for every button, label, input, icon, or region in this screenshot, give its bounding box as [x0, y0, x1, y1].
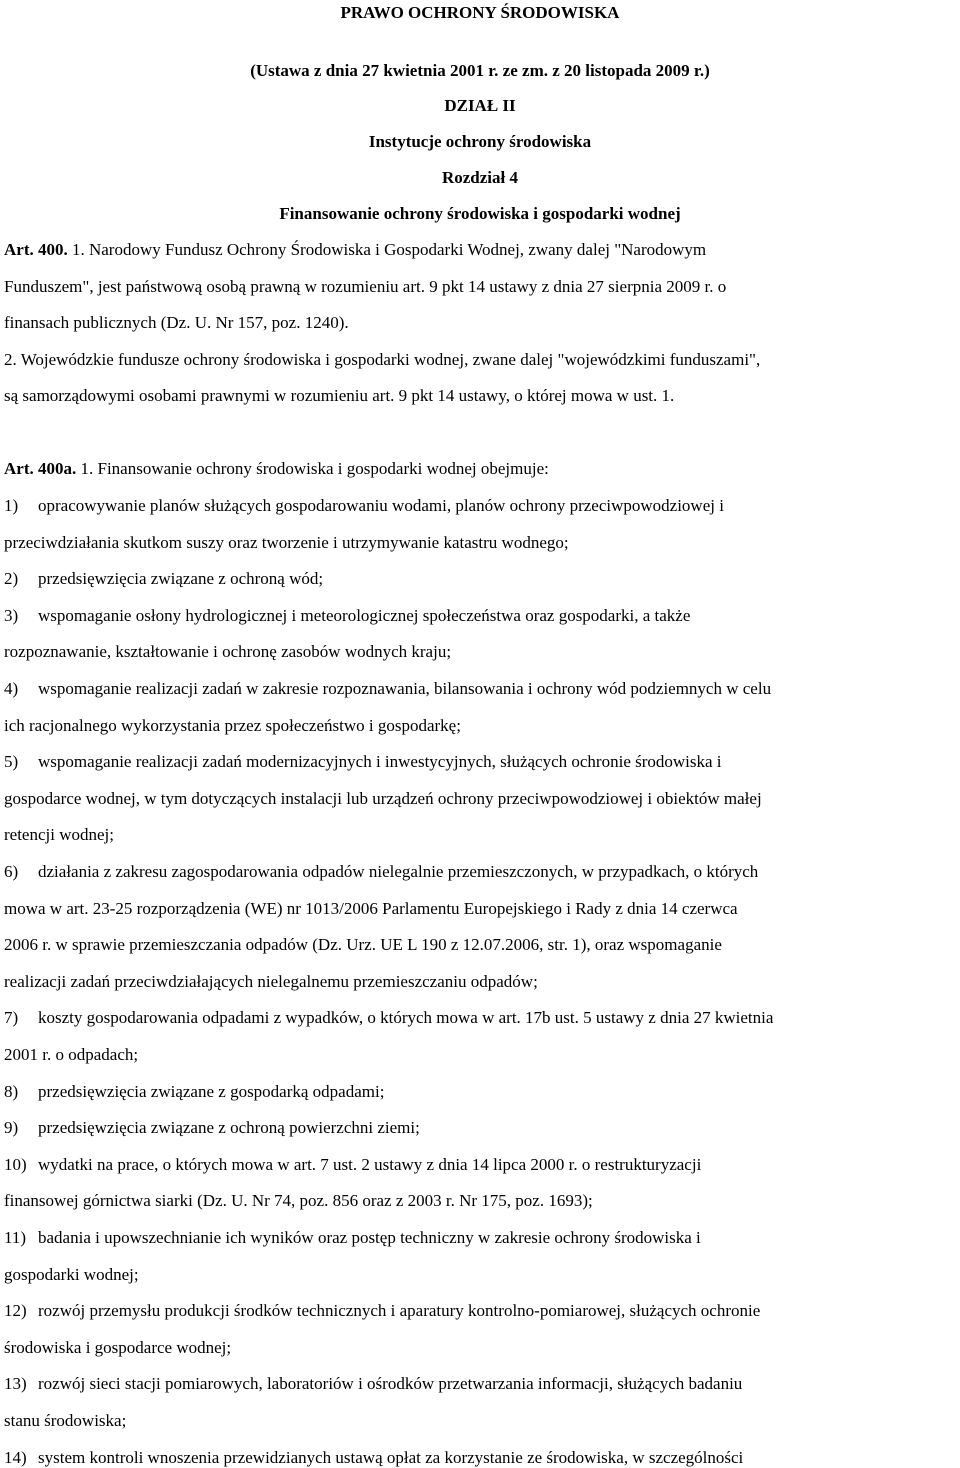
article-400a-line — [4, 459, 549, 479]
list-item-number: 1) — [4, 496, 19, 515]
list-item-number: 6) — [4, 862, 19, 881]
list-item-continuation: 2001 r. o odpadach; — [4, 1045, 139, 1064]
list-item-number: 10) — [4, 1155, 27, 1174]
division-title: Instytucje ochrony środowiska — [368, 132, 592, 151]
list-item-number: 12) — [4, 1301, 27, 1320]
list-item-text: działania z zakresu zagospodarowania odpadów nielegalnie przemieszczonych, w przypadkach, o których — [38, 862, 759, 881]
chapter-title: Finansowanie ochrony środowiska i gospodarki wodnej — [279, 204, 681, 223]
article-400-paragraph-2: 2. Wojewódzkie fundusze ochrony środowiska i gospodarki wodnej, zwane dalej "wojewódzkimi funduszami", — [4, 350, 761, 369]
article-400-line — [4, 240, 706, 260]
article-400-text: 1. Narodowy Fundusz Ochrony Środowiska i Gospodarki Wodnej, zwany dalej "Narodowym — [67, 240, 707, 259]
list-item-text: rozwój sieci stacji pomiarowych, laboratoriów i ośrodków przetwarzania informacji, służących badaniu — [38, 1374, 743, 1393]
list-item-continuation: rozpoznawanie, kształtowanie i ochronę zasobów wodnych kraju; — [4, 642, 452, 661]
list-item-text: badania i upowszechnianie ich wyników oraz postęp techniczny w zakresie ochrony środowiska i — [38, 1228, 701, 1247]
article-400a-intro: 1. Finansowanie ochrony środowiska i gospodarki wodnej obejmuje: — [76, 459, 549, 478]
list-item-text: wspomaganie realizacji zadań modernizacyjnych i inwestycyjnych, służących ochronie środowiska i — [38, 752, 722, 771]
list-item-text: wspomaganie realizacji zadań w zakresie rozpoznawania, bilansowania i ochrony wód podziemnych w celu — [38, 679, 772, 698]
list-item-text: koszty gospodarowania odpadami z wypadków, o których mowa w art. 17b ust. 5 ustawy z dnia 27 kwietnia — [38, 1008, 774, 1027]
list-item-number: 3) — [4, 606, 19, 625]
list-item-continuation: retencji wodnej; — [4, 825, 114, 844]
list-item-continuation: ich racjonalnego wykorzystania przez społeczeństwo i gospodarkę; — [4, 716, 461, 735]
list-item-number: 11) — [4, 1228, 27, 1247]
list-item-text: system kontroli wnoszenia przewidzianych ustawą opłat za korzystanie ze środowiska, w szczególności — [38, 1448, 744, 1467]
list-item-continuation: realizacji zadań przeciwdziałających nielegalnemu przemieszczaniu odpadów; — [4, 972, 538, 991]
list-item-text: wspomaganie osłony hydrologicznej i meteorologicznej społeczeństwa oraz gospodarki, a także — [38, 606, 691, 625]
list-item-text: opracowywanie planów służących gospodarowaniu wodami, planów ochrony przeciwpowodziowej i — [38, 496, 724, 515]
act-reference: (Ustawa z dnia 27 kwietnia 2001 r. ze zm. z 20 listopada 2009 r.) — [250, 61, 710, 80]
list-item-text: przedsięwzięcia związane z ochroną powierzchni ziemi; — [38, 1118, 420, 1137]
list-item-text: przedsięwzięcia związane z gospodarką odpadami; — [38, 1082, 385, 1101]
list-item-continuation: finansowej górnictwa siarki (Dz. U. Nr 74, poz. 856 oraz z 2003 r. Nr 175, poz. 1693); — [4, 1191, 593, 1210]
article-400a-label: Art. 400a. — [4, 459, 77, 478]
list-item-continuation: gospodarki wodnej; — [4, 1265, 139, 1284]
list-item-number: 8) — [4, 1082, 19, 1101]
article-400-label: Art. 400. — [4, 240, 68, 259]
list-item-number: 13) — [4, 1374, 27, 1393]
document-title: PRAWO OCHRONY ŚRODOWISKA — [340, 3, 620, 22]
list-item-text: przedsięwzięcia związane z ochroną wód; — [38, 569, 324, 588]
list-item-number: 14) — [4, 1448, 27, 1467]
article-400-text: Funduszem", jest państwową osobą prawną w rozumieniu art. 9 pkt 14 ustawy z dnia 27 sierpnia 2009 r. o — [4, 277, 727, 296]
division-number: DZIAŁ II — [444, 96, 516, 115]
list-item-number: 4) — [4, 679, 19, 698]
list-item-continuation: mowa w art. 23-25 rozporządzenia (WE) nr 1013/2006 Parlamentu Europejskiego i Rady z dnia 14 czerwca — [4, 899, 738, 918]
list-item-number: 9) — [4, 1118, 19, 1137]
list-item-continuation: stanu środowiska; — [4, 1411, 127, 1430]
list-item-number: 5) — [4, 752, 19, 771]
chapter-number: Rozdział 4 — [441, 168, 519, 187]
list-item-text: wydatki na prace, o których mowa w art. 7 ust. 2 ustawy z dnia 14 lipca 2000 r. o restrukturyzacji — [38, 1155, 702, 1174]
list-item-number: 2) — [4, 569, 19, 588]
list-item-text: rozwój przemysłu produkcji środków technicznych i aparatury kontrolno-pomiarowej, służących ochronie — [38, 1301, 761, 1320]
list-item-continuation: 2006 r. w sprawie przemieszczania odpadów (Dz. Urz. UE L 190 z 12.07.2006, str. 1), oraz wspomaganie — [4, 935, 722, 954]
list-item-continuation: środowiska i gospodarce wodnej; — [4, 1338, 232, 1357]
list-item-continuation: przeciwdziałania skutkom suszy oraz tworzenie i utrzymywanie katastru wodnego; — [4, 533, 569, 552]
list-item-number: 7) — [4, 1008, 19, 1027]
article-400-text: finansach publicznych (Dz. U. Nr 157, poz. 1240). — [4, 313, 349, 332]
article-400-paragraph-2: są samorządowymi osobami prawnymi w rozumieniu art. 9 pkt 14 ustawy, o której mowa w ust. 1. — [4, 386, 675, 405]
list-item-continuation: gospodarce wodnej, w tym dotyczących instalacji lub urządzeń ochrony przeciwpowodziowej i obiektów małej — [4, 789, 762, 808]
